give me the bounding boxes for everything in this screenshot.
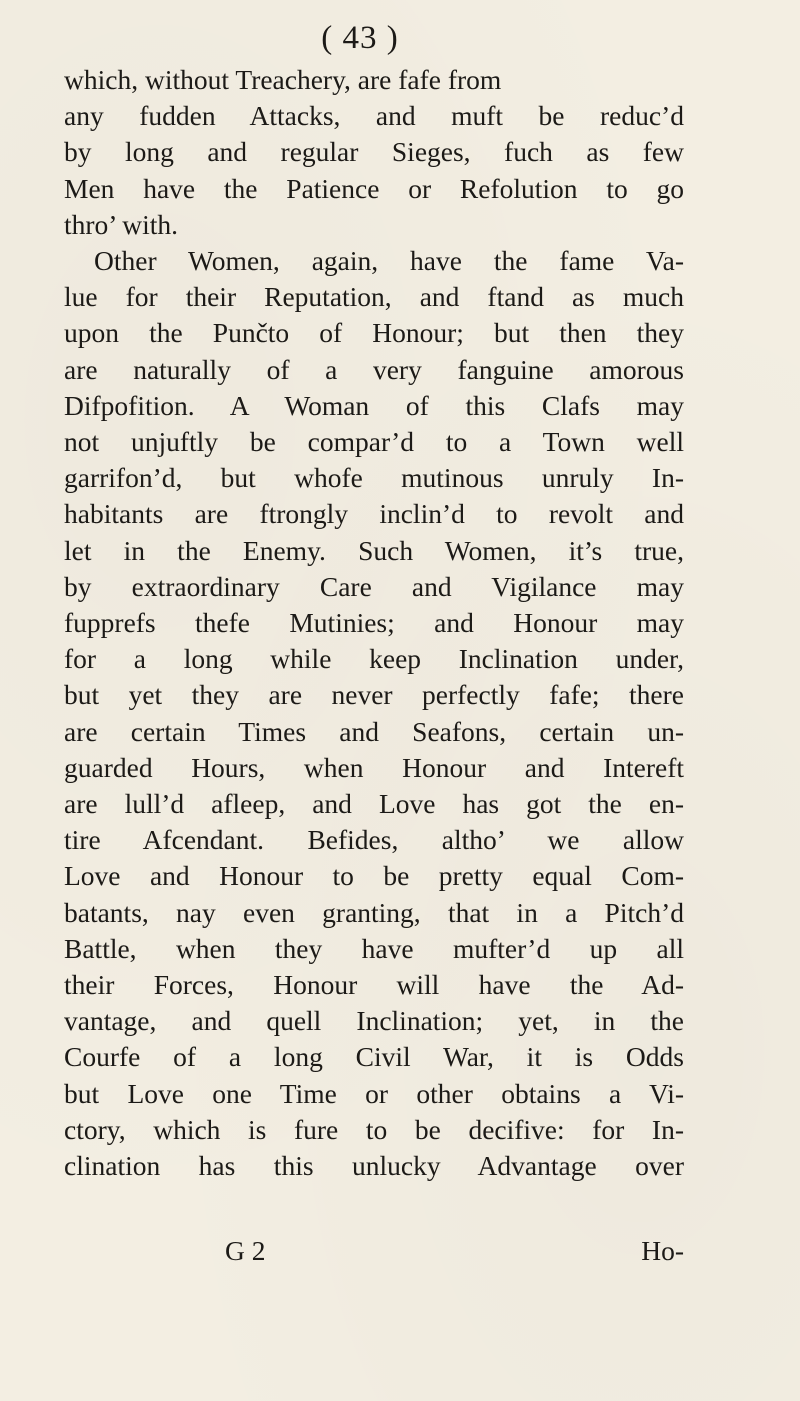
- text-line: are lull’d afleep, and Love has got the en-: [64, 788, 684, 820]
- text-line: lue for their Reputation, and ftand as much: [64, 281, 684, 313]
- signature-mark: G 2: [225, 1235, 266, 1266]
- text-line: garrifon’d, but whofe mutinous unruly In-: [64, 462, 684, 494]
- page-number: ( 43 ): [321, 20, 399, 56]
- text-line: by extraordinary Care and Vigilance may: [64, 570, 684, 602]
- text-line: upon the Punčto of Honour; but then they: [64, 317, 684, 349]
- text-line: thro’ with.: [64, 208, 179, 240]
- body-text: [64, 62, 684, 1184]
- text-line: Battle, when they have mufter’d up all: [64, 932, 684, 964]
- text-line: but Love one Time or other obtains a Vi-: [64, 1077, 684, 1109]
- text-line: are certain Times and Seafons, certain un-: [64, 715, 684, 747]
- text-line: batants, nay even granting, that in a Pitch’d: [64, 896, 684, 928]
- text-line: Love and Honour to be pretty equal Com-: [64, 860, 684, 892]
- catchword: Ho-: [641, 1235, 684, 1266]
- text-line: by long and regular Sieges, fuch as few: [64, 136, 684, 168]
- text-line: let in the Enemy. Such Women, it’s true,: [64, 534, 684, 566]
- text-line: any fudden Attacks, and muft be reduc’d: [64, 100, 684, 132]
- text-line: for a long while keep Inclination under,: [64, 643, 684, 675]
- text-line: habitants are ftrongly inclin’d to revolt and: [64, 498, 684, 530]
- text-line: their Forces, Honour will have the Ad-: [64, 969, 684, 1001]
- text-line: vantage, and quell Inclination; yet, in the: [64, 1005, 684, 1037]
- text-line: Difpofition. A Woman of this Clafs may: [64, 389, 684, 421]
- text-line: are naturally of a very fanguine amorous: [64, 353, 684, 385]
- text-line: clination has this unlucky Advantage over: [64, 1150, 684, 1182]
- text-line: fupprefs thefe Mutinies; and Honour may: [64, 607, 684, 639]
- text-line: not unjuftly be compar’d to a Town well: [64, 426, 684, 458]
- text-line: which, without Treachery, are fafe from: [64, 64, 502, 95]
- text-line: Men have the Patience or Refolution to go: [64, 172, 684, 204]
- text-line: tire Afcendant. Befides, altho’ we allow: [64, 824, 684, 856]
- text-line: Courfe of a long Civil War, it is Odds: [64, 1041, 684, 1073]
- text-line: Other Women, again, have the fame Va-: [94, 245, 684, 277]
- text-line: guarded Hours, when Honour and Intereft: [64, 751, 684, 783]
- text-line: ctory, which is fure to be decifive: for In-: [64, 1113, 684, 1145]
- text-line: but yet they are never perfectly fafe; there: [64, 679, 684, 711]
